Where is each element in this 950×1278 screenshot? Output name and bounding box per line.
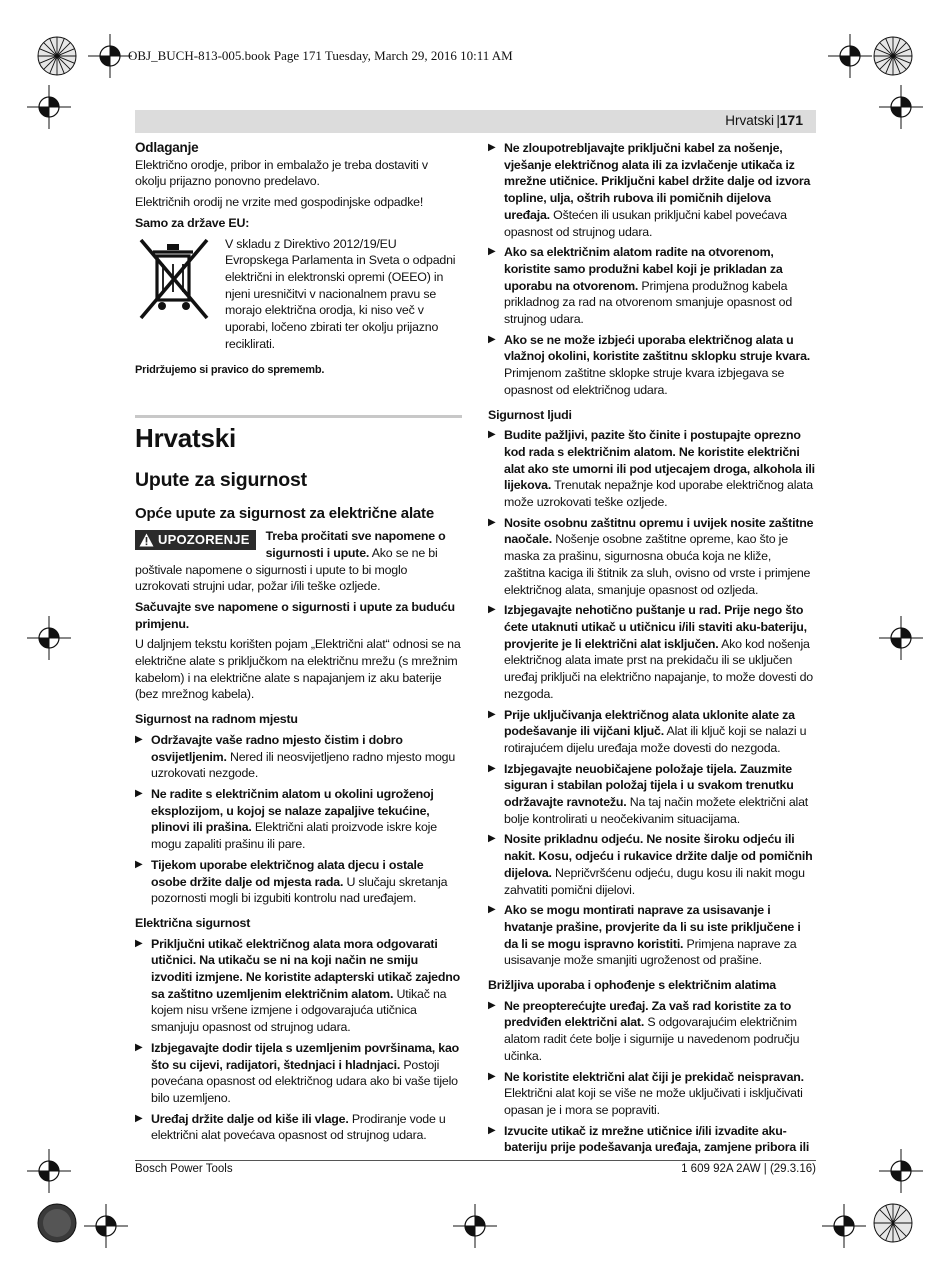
list-item-text [504, 1069, 815, 1119]
language-heading: Hrvatski [135, 423, 237, 454]
list-item-bold: Održavajte vaše radno mjesto čistim i dobro osvijetljenim. [151, 732, 403, 764]
list-item-body: Ako kod nošenja električnog alata imate prst na prekidaču ili se uključen uređaj priključi na električno napajanje, to može dovesti do nezgoda. [504, 636, 813, 701]
list-item-text [504, 332, 815, 399]
list-item-bold: Izbjegavajte neuobičajene položaje tijela. Zauzmite siguran i stabilan položaj tijela i u svakom trenutku održavajte ravnotežu. [504, 761, 794, 810]
list-item [488, 831, 815, 898]
electrical-list [135, 936, 462, 1144]
list-item-body: Nepričvršćenu odjeću, dugu kosu ili nakit mogu zahvatiti pomični dijelovi. [504, 865, 805, 897]
crosshair-mark-icon [879, 1149, 923, 1193]
running-header [135, 110, 816, 133]
crosshair-mark-icon [879, 85, 923, 129]
list-item [488, 707, 815, 757]
bullet-arrow-icon: ▶ [488, 246, 496, 258]
list-item-body: Postoji povećana opasnost od električnog udara ako bi vaše tijelo bilo uzemljeno. [151, 1057, 458, 1105]
list-item-bold: Ako se ne može izbjeći uporaba električnog alata u vlažnoj okolini, koristite zaštitnu sklopku struje kvara. [504, 332, 811, 364]
people-heading: Sigurnost ljudi [488, 407, 572, 422]
bullet-arrow-icon: ▶ [488, 904, 496, 916]
crosshair-mark-icon [27, 1149, 71, 1193]
list-item-text [151, 936, 462, 1036]
warning-triangle-icon [139, 533, 154, 547]
workplace-heading: Sigurnost na radnom mjestu [135, 712, 298, 727]
list-item-body: Nošenje osobne zaštitne opreme, kao što je maska za prašinu, sigurnosna obuća koja ne kliže, zaštitna kaciga ili štitnik za sluh, ovisno od vrste i primjene električnog alata, smanjuje opasnost od ozljeda. [504, 532, 811, 597]
list-item-text [151, 1040, 462, 1107]
list-item-bold: Prije uključivanja električnog alata uklonite alate za podešavanje ili vijčani ključ. [504, 707, 795, 739]
bullet-arrow-icon: ▶ [135, 1112, 143, 1124]
bullet-arrow-icon: ▶ [488, 1070, 496, 1082]
list-item-text [504, 244, 815, 328]
header-separator: | [776, 112, 780, 128]
list-item-text [504, 761, 815, 828]
list-item-bold: Nosite osobnu zaštitnu opremu i uvijek nosite zaštitne naočale. [504, 515, 814, 547]
list-item-body: Oštećen ili usukan priključni kabel povećava opasnost od strujnog udara. [504, 207, 787, 239]
workplace-list [135, 732, 462, 907]
list-item [135, 936, 462, 1036]
disposal-heading: Odlaganje [135, 140, 199, 155]
list-item-body: S odgovarajućim električnim alatom radit ćete bolje i sigurnije u navedenom području učinka. [504, 1015, 800, 1063]
list-item [488, 761, 815, 828]
list-item-text [504, 707, 815, 757]
crosshair-mark-icon [88, 34, 132, 78]
list-item-text [504, 140, 815, 240]
left-column [135, 140, 462, 1148]
bullet-arrow-icon: ▶ [488, 429, 496, 441]
right-column [488, 140, 815, 1160]
list-item-text [504, 902, 815, 969]
bullet-arrow-icon: ▶ [488, 333, 496, 345]
list-item-text [151, 1111, 462, 1144]
crosshair-mark-icon [828, 34, 872, 78]
list-item-bold: Ne zloupotrebljavajte priključni kabel za nošenje, vješanje električnog alata ili za izvlačenje utikača iz mrežne utičnice. Priključni kabel držite dalje od izvora topline, ulja, oštrih rubova ili pomičnih dijelova uređaja. [504, 141, 811, 222]
list-item [488, 332, 815, 399]
list-item [488, 515, 815, 599]
footer-brand: Bosch Power Tools [135, 1163, 233, 1175]
list-item-bold: Priključni utikač električnog alata mora odgovarati utičnici. Na utikaču se ni na koji način ne smiju izvoditi izmjene. Ne koristite adapterski utikač zajedno sa zaštitno uzemljenim električnim alatom. [151, 936, 460, 1001]
list-item-text [504, 998, 815, 1065]
page-number: 171 [779, 112, 803, 128]
electrical-heading: Električna sigurnost [135, 915, 251, 930]
list-item [488, 1069, 815, 1119]
changes-note: Pridržujemo si pravico do sprememb. [135, 364, 325, 377]
list-item-body: Alat ili ključ koji se nalazi u rotirajućem dijelu uređaja može dovesti do nezgoda. [504, 724, 807, 755]
disposal-paragraph: Električnih orodij ne vrzite med gospodinjske odpadke! [135, 195, 424, 210]
list-item [488, 902, 815, 969]
list-item-body: Trenutak nepažnje kod uporabe električnog alata može uzrokovati teške ozljede. [504, 478, 813, 510]
list-item-body: Utikač na kojem nisu vršene izmjene i odgovarajuća utičnica smanjuju opasnost od strujnog udara. [151, 986, 447, 1035]
list-item-body: Primjenom zaštitne sklopke struje kvara izbjegava se opasnost od električnog udara. [504, 366, 785, 397]
term-definition: U daljnjem tekstu korišten pojam „Električni alat“ odnosi se na električne alate s priključkom na električnu mrežu (s mrežnim kabelom) i na električne alate s napajanjem iz aku baterije (bez mrežnog kabela). [135, 637, 461, 702]
registration-target-icon [873, 36, 913, 76]
header-language: Hrvatski [725, 113, 774, 128]
list-item [135, 1111, 462, 1144]
list-item-text [504, 602, 815, 702]
list-item-bold: Ako sa električnim alatom radite na otvorenom, koristite samo produžni kabel koji je prikladan za uporabu na otvorenom. [504, 245, 783, 293]
list-item-bold: Ne preopterećujte uređaj. Za vaš rad koristite za to predviđen električni alat. [504, 998, 792, 1030]
list-item-body: Na taj način možete električni alat bolje kontrolirati u neočekivanim situacijama. [504, 795, 809, 826]
list-item-text [151, 857, 462, 907]
crosshair-mark-icon [879, 616, 923, 660]
list-item-bold: Tijekom uporabe električnog alata djecu i ostale osobe držite dalje od mjesta rada. [151, 857, 424, 889]
careful-use-list [488, 998, 815, 1156]
list-item-text [504, 427, 815, 511]
bullet-arrow-icon: ▶ [135, 787, 143, 799]
list-item-bold: Izvucite utikač iz mrežne utičnice i/ili izvadite aku-bateriju prije podešavanja uređaja, zamjene pribora ili [504, 1123, 810, 1155]
list-item [488, 244, 815, 328]
bullet-arrow-icon: ▶ [488, 516, 496, 528]
list-item [135, 732, 462, 782]
list-item-body: Primjena produžnog kabela prikladnog za rad na otvorenom smanjuje opasnost od strujnog udara. [504, 278, 793, 327]
list-item-bold: Ako se mogu montirati naprave za usisavanje i hvatanje prašine, provjerite da li su iste priključene i da li se mogu ispravno koristiti. [504, 903, 801, 951]
list-item [135, 857, 462, 907]
bullet-arrow-icon: ▶ [135, 1041, 143, 1053]
bullet-arrow-icon: ▶ [488, 1124, 496, 1136]
list-item-bold: Ne koristite električni alat čiji je prekidač neispravan. [504, 1069, 804, 1084]
list-item-text [504, 831, 815, 898]
list-item-text [504, 515, 815, 599]
crosshair-mark-icon [453, 1204, 497, 1248]
list-item [488, 140, 815, 240]
crosshair-mark-icon [84, 1204, 128, 1248]
electrical-list-continued [488, 140, 815, 399]
registration-target-icon [37, 1203, 77, 1243]
warning-badge-label: UPOZORENJE [158, 532, 250, 548]
crossed-bin-icon [135, 236, 213, 324]
general-safety-heading: Opće upute za sigurnost za električne alate [135, 505, 434, 523]
footer-code: 1 609 92A 2AW | (29.3.16) [681, 1163, 816, 1175]
bullet-arrow-icon: ▶ [488, 142, 496, 153]
list-item-bold: Budite pažljivi, pazite što činite i postupajte oprezno kod rada s električnim alatom. Ne koristite električni alat ako ste umorni ili pod utjecajem droga, alkohola ili lijekova. [504, 428, 815, 493]
careful-use-heading: Brižljiva uporaba i ophođenje s električnim alatima [488, 978, 776, 993]
registration-target-icon [873, 1203, 913, 1243]
disposal-paragraph: Električno orodje, pribor in embalažo je treba dostaviti v okolju prijazno ponovno predelavo. [135, 157, 428, 189]
list-item-body: Prodiranje vode u električni alat povećava opasnost od strujnog udara. [151, 1111, 446, 1143]
list-item-body: Električni alat koji se više ne može uključivati i isključivati opasan je i mora se popraviti. [504, 1086, 803, 1117]
list-item [135, 1040, 462, 1107]
section-divider [135, 415, 462, 418]
list-item-body: Nered ili neosvijetljeno radno mjesto mogu uzrokovati nezgode. [151, 749, 456, 781]
eu-heading: Samo za države EU: [135, 215, 250, 230]
footer-rule [135, 1160, 816, 1161]
bullet-arrow-icon: ▶ [135, 733, 143, 745]
list-item-text [504, 1123, 815, 1156]
bullet-arrow-icon: ▶ [488, 604, 496, 616]
bullet-arrow-icon: ▶ [135, 858, 143, 870]
list-item [135, 786, 462, 853]
list-item [488, 427, 815, 511]
people-safety-list [488, 427, 815, 969]
bullet-arrow-icon: ▶ [135, 937, 143, 949]
weee-block [135, 236, 462, 353]
crosshair-mark-icon [27, 616, 71, 660]
list-item-bold: Izbjegavajte nehotično puštanje u rad. Prije nego što ćete utaknuti utikač u utičnicu i/ili staviti aku-bateriju, provjerite je li električni alat isključen. [504, 603, 807, 651]
list-item-bold: Nosite prikladnu odjeću. Ne nosite široku odjeću ili nakit. Kosu, odjeću i rukavice držite dalje od pomičnih dijelova. [504, 832, 813, 880]
warning-text: Ako se ne bi poštivale napomene o sigurnosti i upute to bi moglo uzrokovati strujni udar, požar i/ili teške ozljede. [135, 545, 438, 594]
list-item-bold: Ne radite s električnim alatom u okolini ugroženoj eksplozijom, u kojoj se nalaze zapaljive tekućine, plinovi ili prašina. [151, 786, 434, 835]
warning-badge [135, 530, 256, 550]
list-item-body: Primjena naprave za usisavanje može smanjiti ugroženost od prašine. [504, 936, 797, 968]
list-item-text [151, 732, 462, 782]
list-item-text [151, 786, 462, 853]
list-item [488, 1123, 815, 1156]
bullet-arrow-icon: ▶ [488, 708, 496, 720]
keep-instructions: Sačuvajte sve napomene o sigurnosti i upute za buduću primjenu. [135, 599, 455, 631]
bullet-arrow-icon: ▶ [488, 999, 496, 1011]
weee-text: V skladu z Direktivo 2012/19/EU Evropskega Parlamenta in Sveta o odpadni električni in elektronski opremi (OEEO) in njeni uresničitvi v nacionalnem pravu se morajo električna orodja, ki niso več v uporabi, ločeno zbirati ter okolju prijazno reciklirati. [225, 236, 456, 351]
crosshair-mark-icon [822, 1204, 866, 1248]
print-info-line: OBJ_BUCH-813-005.book Page 171 Tuesday, March 29, 2016 10:11 AM [128, 48, 513, 63]
warning-block [135, 528, 462, 595]
warning-bold-text: Treba pročitati sve napomene o sigurnosti i upute. [265, 529, 446, 560]
list-item-bold: Izbjegavajte dodir tijela s uzemljenim površinama, kao što su cijevi, radijatori, štednjaci i hladnjaci. [151, 1040, 460, 1072]
safety-heading: Upute za sigurnost [135, 469, 307, 492]
list-item [488, 998, 815, 1065]
list-item-body: U slučaju skretanja pozornosti mogli bi izgubiti kontrolu nad uređajem. [151, 874, 448, 906]
registration-target-icon [37, 36, 77, 76]
list-item [488, 602, 815, 702]
list-item-bold: Uređaj držite dalje od kiše ili vlage. [151, 1111, 349, 1126]
bullet-arrow-icon: ▶ [488, 762, 496, 774]
list-item-body: Električni alati proizvode iskre koje mogu zapaliti prašinu ili pare. [151, 820, 437, 852]
bullet-arrow-icon: ▶ [488, 833, 496, 845]
crosshair-mark-icon [27, 85, 71, 129]
